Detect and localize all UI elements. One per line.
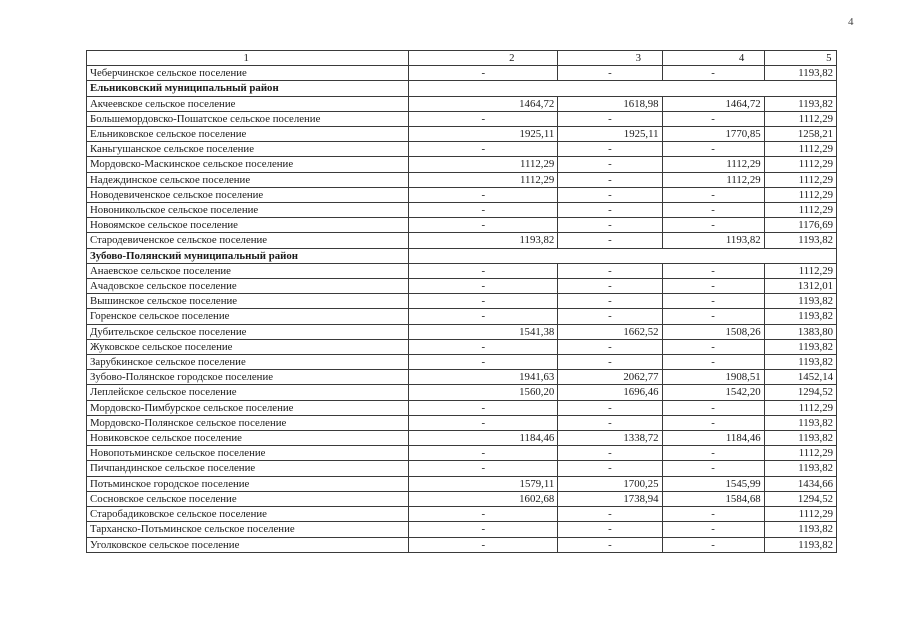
value-col-4: 1542,20 <box>662 385 764 400</box>
value-col-2: 1112,29 <box>409 157 558 172</box>
header-col-4: 4 <box>662 51 764 66</box>
value-col-2: - <box>409 142 558 157</box>
settlement-name: Леплейское сельское поселение <box>87 385 409 400</box>
table-row <box>87 157 837 172</box>
settlement-name: Старобадиковское сельское поселение <box>87 507 409 522</box>
value-col-4: - <box>662 400 764 415</box>
value-col-4: - <box>662 66 764 81</box>
value-col-5: 1193,82 <box>764 415 836 430</box>
value-col-4: 1770,85 <box>662 127 764 142</box>
section-empty-cell <box>409 81 558 96</box>
table-row <box>87 218 837 233</box>
value-col-2: 1193,82 <box>409 233 558 248</box>
value-col-2: 1925,11 <box>409 127 558 142</box>
settlement-name: Большемордовско-Пошатское сельское поселение <box>87 111 409 126</box>
settlement-name: Новоямское сельское поселение <box>87 218 409 233</box>
table-row <box>87 355 837 370</box>
value-col-4: - <box>662 309 764 324</box>
value-col-4: 1112,29 <box>662 157 764 172</box>
value-col-5: 1112,29 <box>764 446 836 461</box>
value-col-4: 1508,26 <box>662 324 764 339</box>
value-col-5: 1112,29 <box>764 263 836 278</box>
value-col-3: - <box>558 537 662 552</box>
value-col-4: - <box>662 446 764 461</box>
value-col-4: 1193,82 <box>662 233 764 248</box>
value-col-4: - <box>662 339 764 354</box>
section-empty-cell <box>662 248 764 263</box>
value-col-5: 1294,52 <box>764 491 836 506</box>
value-col-4: 1545,99 <box>662 476 764 491</box>
value-col-4: - <box>662 415 764 430</box>
settlement-name: Надеждинское сельское поселение <box>87 172 409 187</box>
value-col-5: 1294,52 <box>764 385 836 400</box>
value-col-2: 1941,63 <box>409 370 558 385</box>
value-col-5: 1193,82 <box>764 66 836 81</box>
settlement-name: Жуковское сельское поселение <box>87 339 409 354</box>
settlement-name: Сосновское сельское поселение <box>87 491 409 506</box>
header-col-1: 1 <box>87 51 409 66</box>
value-col-2: 1602,68 <box>409 491 558 506</box>
value-col-2: - <box>409 263 558 278</box>
value-col-5: 1112,29 <box>764 187 836 202</box>
table-row <box>87 461 837 476</box>
value-col-3: 1925,11 <box>558 127 662 142</box>
value-col-2: - <box>409 522 558 537</box>
section-empty-cell <box>409 248 558 263</box>
table-header-row <box>87 51 837 66</box>
section-empty-cell <box>558 81 662 96</box>
value-col-2: - <box>409 339 558 354</box>
settlement-name: Мордовско-Полянское сельское поселение <box>87 415 409 430</box>
value-col-3: - <box>558 157 662 172</box>
value-col-3: 1700,25 <box>558 476 662 491</box>
value-col-5: 1452,14 <box>764 370 836 385</box>
section-header-row <box>87 248 837 263</box>
value-col-4: - <box>662 279 764 294</box>
value-col-5: 1112,29 <box>764 111 836 126</box>
settlement-name: Пичпандинское сельское поселение <box>87 461 409 476</box>
value-col-2: 1560,20 <box>409 385 558 400</box>
value-col-4: - <box>662 111 764 126</box>
settlement-name: Анаевское сельское поселение <box>87 263 409 278</box>
settlement-name: Мордовско-Пимбурское сельское поселение <box>87 400 409 415</box>
value-col-2: - <box>409 111 558 126</box>
value-col-3: - <box>558 172 662 187</box>
value-col-5: 1193,82 <box>764 294 836 309</box>
section-header-row <box>87 81 837 96</box>
value-col-4: - <box>662 355 764 370</box>
table-row <box>87 66 837 81</box>
value-col-3: - <box>558 203 662 218</box>
section-title: Зубово-Полянский муниципальный район <box>87 248 409 263</box>
settlement-name: Ачадовское сельское поселение <box>87 279 409 294</box>
table-row <box>87 385 837 400</box>
value-col-2: - <box>409 294 558 309</box>
section-empty-cell <box>558 248 662 263</box>
value-col-5: 1193,82 <box>764 96 836 111</box>
settlement-name: Каньгушанское сельское поселение <box>87 142 409 157</box>
section-empty-cell <box>764 248 836 263</box>
value-col-2: - <box>409 507 558 522</box>
value-col-2: - <box>409 309 558 324</box>
value-col-3: 1618,98 <box>558 96 662 111</box>
value-col-5: 1112,29 <box>764 157 836 172</box>
value-col-4: - <box>662 263 764 278</box>
value-col-5: 1112,29 <box>764 142 836 157</box>
value-col-2: 1464,72 <box>409 96 558 111</box>
value-col-5: 1112,29 <box>764 172 836 187</box>
settlement-name: Акчеевское сельское поселение <box>87 96 409 111</box>
value-col-5: 1112,29 <box>764 507 836 522</box>
settlement-name: Чеберчинское сельское поселение <box>87 66 409 81</box>
settlement-name: Потьминское городское поселение <box>87 476 409 491</box>
settlement-name: Уголковское сельское поселение <box>87 537 409 552</box>
table-row <box>87 446 837 461</box>
table-row <box>87 187 837 202</box>
value-col-3: 2062,77 <box>558 370 662 385</box>
settlement-name: Ельниковское сельское поселение <box>87 127 409 142</box>
value-col-4: - <box>662 187 764 202</box>
table-row <box>87 96 837 111</box>
value-col-5: 1193,82 <box>764 461 836 476</box>
value-col-3: - <box>558 522 662 537</box>
value-col-3: 1662,52 <box>558 324 662 339</box>
value-col-3: - <box>558 415 662 430</box>
table-row <box>87 233 837 248</box>
table-row <box>87 415 837 430</box>
value-col-5: 1112,29 <box>764 203 836 218</box>
value-col-3: - <box>558 339 662 354</box>
section-empty-cell <box>662 81 764 96</box>
value-col-2: 1184,46 <box>409 431 558 446</box>
value-col-3: 1338,72 <box>558 431 662 446</box>
value-col-2: 1112,29 <box>409 172 558 187</box>
value-col-4: - <box>662 507 764 522</box>
table-row <box>87 431 837 446</box>
value-col-4: 1584,68 <box>662 491 764 506</box>
table-row <box>87 294 837 309</box>
value-col-2: 1541,38 <box>409 324 558 339</box>
value-col-5: 1193,82 <box>764 355 836 370</box>
value-col-3: - <box>558 187 662 202</box>
value-col-5: 1258,21 <box>764 127 836 142</box>
value-col-5: 1193,82 <box>764 537 836 552</box>
value-col-5: 1193,82 <box>764 233 836 248</box>
table-row <box>87 111 837 126</box>
value-col-3: - <box>558 218 662 233</box>
value-col-3: 1696,46 <box>558 385 662 400</box>
value-col-4: - <box>662 203 764 218</box>
settlement-name: Тарханско-Потьминское сельское поселение <box>87 522 409 537</box>
value-col-3: - <box>558 66 662 81</box>
value-col-3: - <box>558 233 662 248</box>
settlement-name: Зарубкинское сельское поселение <box>87 355 409 370</box>
table-row <box>87 491 837 506</box>
table-row <box>87 507 837 522</box>
table-row <box>87 127 837 142</box>
value-col-3: - <box>558 279 662 294</box>
settlement-name: Стародевиченское сельское поселение <box>87 233 409 248</box>
value-col-3: - <box>558 263 662 278</box>
settlement-name: Новодевиченское сельское поселение <box>87 187 409 202</box>
value-col-3: - <box>558 446 662 461</box>
table-row <box>87 203 837 218</box>
value-col-4: - <box>662 142 764 157</box>
value-col-2: - <box>409 218 558 233</box>
value-col-2: - <box>409 187 558 202</box>
settlement-name: Вышинское сельское поселение <box>87 294 409 309</box>
value-col-5: 1193,82 <box>764 309 836 324</box>
header-col-5: 5 <box>764 51 836 66</box>
settlement-name: Новиковское сельское поселение <box>87 431 409 446</box>
value-col-4: 1112,29 <box>662 172 764 187</box>
value-col-5: 1193,82 <box>764 431 836 446</box>
value-col-2: - <box>409 537 558 552</box>
value-col-4: - <box>662 294 764 309</box>
table-row <box>87 142 837 157</box>
value-col-5: 1112,29 <box>764 400 836 415</box>
section-empty-cell <box>764 81 836 96</box>
value-col-5: 1434,66 <box>764 476 836 491</box>
value-col-5: 1193,82 <box>764 522 836 537</box>
table-row <box>87 400 837 415</box>
table-body <box>87 66 837 553</box>
value-col-5: 1193,82 <box>764 339 836 354</box>
header-col-3: 3 <box>558 51 662 66</box>
table-row <box>87 279 837 294</box>
value-col-3: - <box>558 309 662 324</box>
header-col-2: 2 <box>409 51 558 66</box>
value-col-4: - <box>662 218 764 233</box>
tariff-table <box>86 50 837 553</box>
value-col-3: 1738,94 <box>558 491 662 506</box>
value-col-3: - <box>558 111 662 126</box>
value-col-3: - <box>558 355 662 370</box>
value-col-3: - <box>558 142 662 157</box>
value-col-4: - <box>662 522 764 537</box>
table-row <box>87 522 837 537</box>
table-row <box>87 263 837 278</box>
value-col-4: - <box>662 537 764 552</box>
value-col-4: 1908,51 <box>662 370 764 385</box>
value-col-4: 1184,46 <box>662 431 764 446</box>
value-col-2: 1579,11 <box>409 476 558 491</box>
value-col-2: - <box>409 279 558 294</box>
value-col-5: 1312,01 <box>764 279 836 294</box>
table-row <box>87 324 837 339</box>
value-col-2: - <box>409 446 558 461</box>
value-col-4: - <box>662 461 764 476</box>
table-row <box>87 172 837 187</box>
value-col-3: - <box>558 294 662 309</box>
table-row <box>87 339 837 354</box>
value-col-3: - <box>558 507 662 522</box>
value-col-2: - <box>409 203 558 218</box>
value-col-5: 1176,69 <box>764 218 836 233</box>
table-row <box>87 537 837 552</box>
value-col-3: - <box>558 461 662 476</box>
settlement-name: Новопотьминское сельское поселение <box>87 446 409 461</box>
table-row <box>87 309 837 324</box>
settlement-name: Новоникольское сельское поселение <box>87 203 409 218</box>
settlement-name: Зубово-Полянское городское поселение <box>87 370 409 385</box>
value-col-3: - <box>558 400 662 415</box>
table-row <box>87 476 837 491</box>
value-col-2: - <box>409 400 558 415</box>
settlement-name: Горенское сельское поселение <box>87 309 409 324</box>
settlement-name: Мордовско-Маскинское сельское поселение <box>87 157 409 172</box>
settlement-name: Дубительское сельское поселение <box>87 324 409 339</box>
value-col-4: 1464,72 <box>662 96 764 111</box>
value-col-2: - <box>409 461 558 476</box>
value-col-2: - <box>409 66 558 81</box>
value-col-2: - <box>409 355 558 370</box>
section-title: Ельниковский муниципальный район <box>87 81 409 96</box>
page-number: 4 <box>848 16 854 28</box>
value-col-2: - <box>409 415 558 430</box>
table-row <box>87 370 837 385</box>
value-col-5: 1383,80 <box>764 324 836 339</box>
